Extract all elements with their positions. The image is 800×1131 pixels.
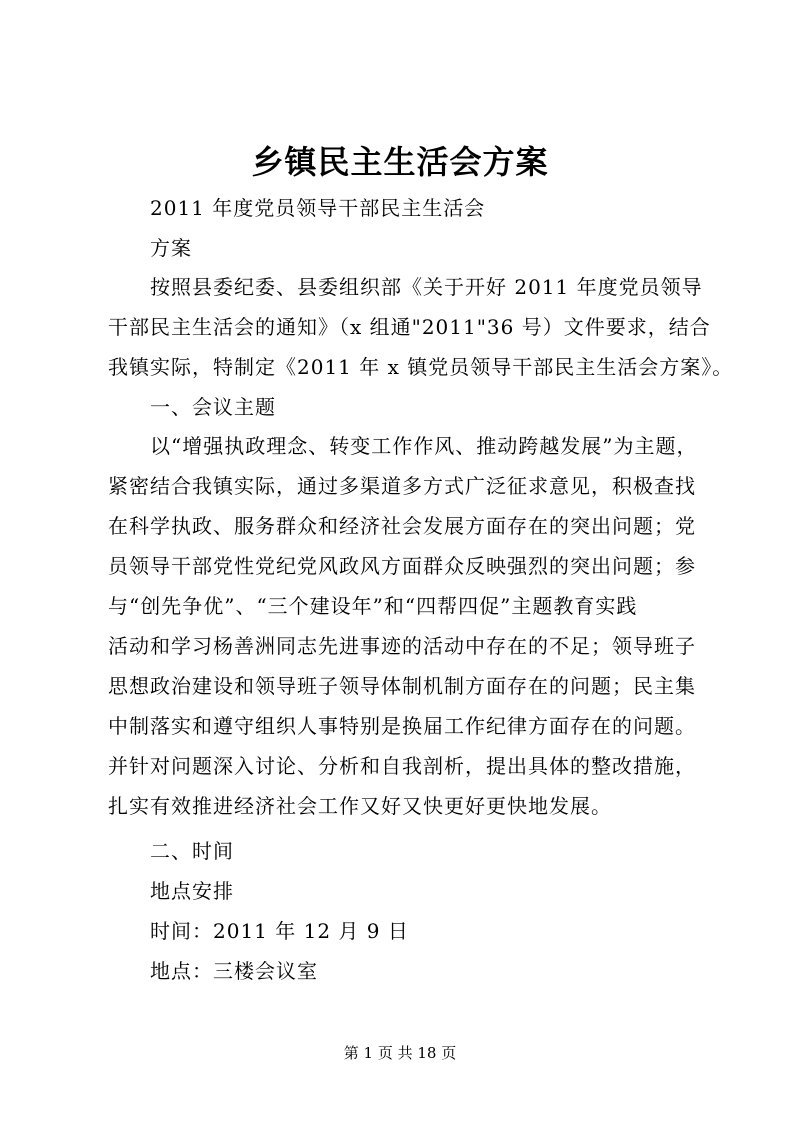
meeting-place: 地点：三楼会议室 (150, 959, 318, 983)
section-body-line: 思想政治建设和领导班子领导体制机制方面存在的问题；民主集 (108, 674, 696, 698)
section-body-line: 以“增强执政理念、转变工作作风、推动跨越发展”为主题， (150, 434, 698, 458)
intro-line: 按照县委纪委、县委组织部《关于开好 2011 年度党员领导 (150, 275, 703, 299)
subtitle-line-1: 2011 年度党员领导干部民主生活会 (150, 196, 486, 220)
section-body-line: 中制落实和遵守组织人事特别是换届工作纪律方面存在的问题。 (108, 714, 696, 738)
subtitle-line-2: 方案 (150, 236, 192, 260)
section-subheading-place: 地点安排 (150, 879, 234, 903)
section-body-line: 员领导干部党性党纪党风政风方面群众反映强烈的突出问题；参 (108, 554, 696, 578)
section-body-line: 在科学执政、服务群众和经济社会发展方面存在的突出问题；党 (108, 514, 696, 538)
section-heading-time: 二、时间 (150, 839, 234, 863)
page-number: 第 1 页 共 18 页 (343, 1044, 457, 1062)
intro-line: 干部民主生活会的通知》（x 组通"2011"36 号）文件要求，结合 (108, 315, 711, 339)
section-heading-theme: 一、会议主题 (150, 395, 276, 419)
document-title: 乡镇民主生活会方案 (251, 143, 549, 181)
section-body-line: 紧密结合我镇实际，通过多渠道多方式广泛征求意见，积极查找 (108, 474, 696, 498)
section-body-line: 活动和学习杨善洲同志先进事迹的活动中存在的不足；领导班子 (108, 634, 696, 658)
section-body-line: 扎实有效推进经济社会工作又好又快更好更快地发展。 (108, 794, 612, 818)
section-body-line: 并针对问题深入讨论、分析和自我剖析，提出具体的整改措施， (108, 754, 696, 778)
meeting-time: 时间：2011 年 12 月 9 日 (150, 919, 409, 943)
section-body-line: 与“创先争优”、“三个建设年”和“四帮四促”主题教育实践 (108, 594, 638, 618)
intro-line: 我镇实际，特制定《2011 年 x 镇党员领导干部民主生活会方案》。 (108, 355, 734, 379)
